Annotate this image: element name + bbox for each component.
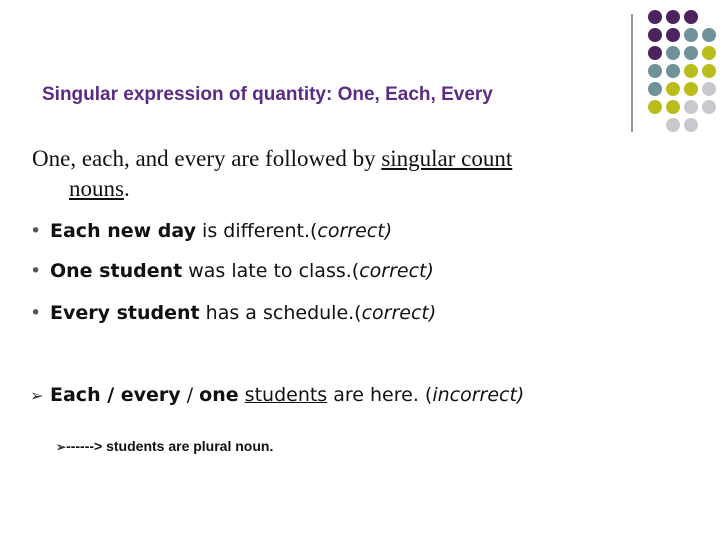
bullet-text: was late to class.(: [182, 260, 360, 282]
intro-line-2: [32, 174, 702, 204]
intro-text: One, each, and every are followed by: [32, 146, 382, 171]
dot: [648, 100, 662, 114]
dot: [666, 100, 680, 114]
dot: [702, 28, 716, 42]
vertical-divider: [631, 14, 633, 132]
incorrect-bold-2: one: [199, 384, 239, 406]
arrow-bullet-icon: ➢: [30, 386, 44, 405]
dot: [702, 46, 716, 60]
bullet-dot-icon: •: [30, 260, 42, 282]
list-item: [30, 302, 436, 324]
dot: [648, 28, 662, 42]
dot: [648, 10, 662, 24]
dot: [648, 46, 662, 60]
note-text: ------> students are plural noun.: [66, 438, 274, 454]
list-item: [30, 260, 434, 282]
dot: [666, 82, 680, 96]
bullet-bold: Each new day: [50, 220, 197, 242]
bullet-dot-icon: •: [30, 220, 42, 242]
dot: [684, 64, 698, 78]
dot: [684, 10, 698, 24]
dot: [666, 10, 680, 24]
dot: [702, 100, 716, 114]
bullet-text: has a schedule.(: [199, 302, 362, 324]
dot: [684, 118, 698, 132]
bullet-bold: One student: [50, 260, 183, 282]
list-item-incorrect: [30, 384, 524, 406]
dot: [702, 82, 716, 96]
intro-underlined: singular count: [381, 146, 513, 171]
bullet-text: is different.(: [196, 220, 318, 242]
dot: [666, 28, 680, 42]
dot: [684, 82, 698, 96]
incorrect-sep: /: [180, 384, 200, 406]
slide-title: Singular expression of quantity: One, Each, Every: [42, 84, 493, 105]
bullet-italic: correct): [359, 260, 434, 282]
intro-line-1: [32, 144, 702, 174]
bullet-italic: correct): [317, 220, 393, 242]
dot: [648, 64, 662, 78]
dot: [684, 46, 698, 60]
dot: [666, 46, 680, 60]
bullet-italic: correct): [361, 302, 437, 324]
intro-underlined-nouns: nouns: [69, 176, 124, 201]
dot: [648, 82, 662, 96]
intro-paragraph: [32, 144, 702, 204]
dot: [666, 118, 680, 132]
bullet-bold: Every student: [50, 302, 200, 324]
intro-period: .: [123, 176, 130, 201]
note-line: [56, 438, 273, 454]
incorrect-bold-1: Each / every: [50, 384, 181, 406]
dot: [684, 100, 698, 114]
dot: [702, 64, 716, 78]
arrow-bullet-icon: ➢: [56, 440, 67, 454]
incorrect-italic: incorrect): [432, 384, 525, 406]
bullet-dot-icon: •: [30, 302, 42, 324]
list-item: [30, 220, 392, 242]
dot: [684, 28, 698, 42]
incorrect-underlined: students: [244, 384, 328, 406]
dot: [666, 64, 680, 78]
incorrect-text: are here. (: [327, 384, 433, 406]
